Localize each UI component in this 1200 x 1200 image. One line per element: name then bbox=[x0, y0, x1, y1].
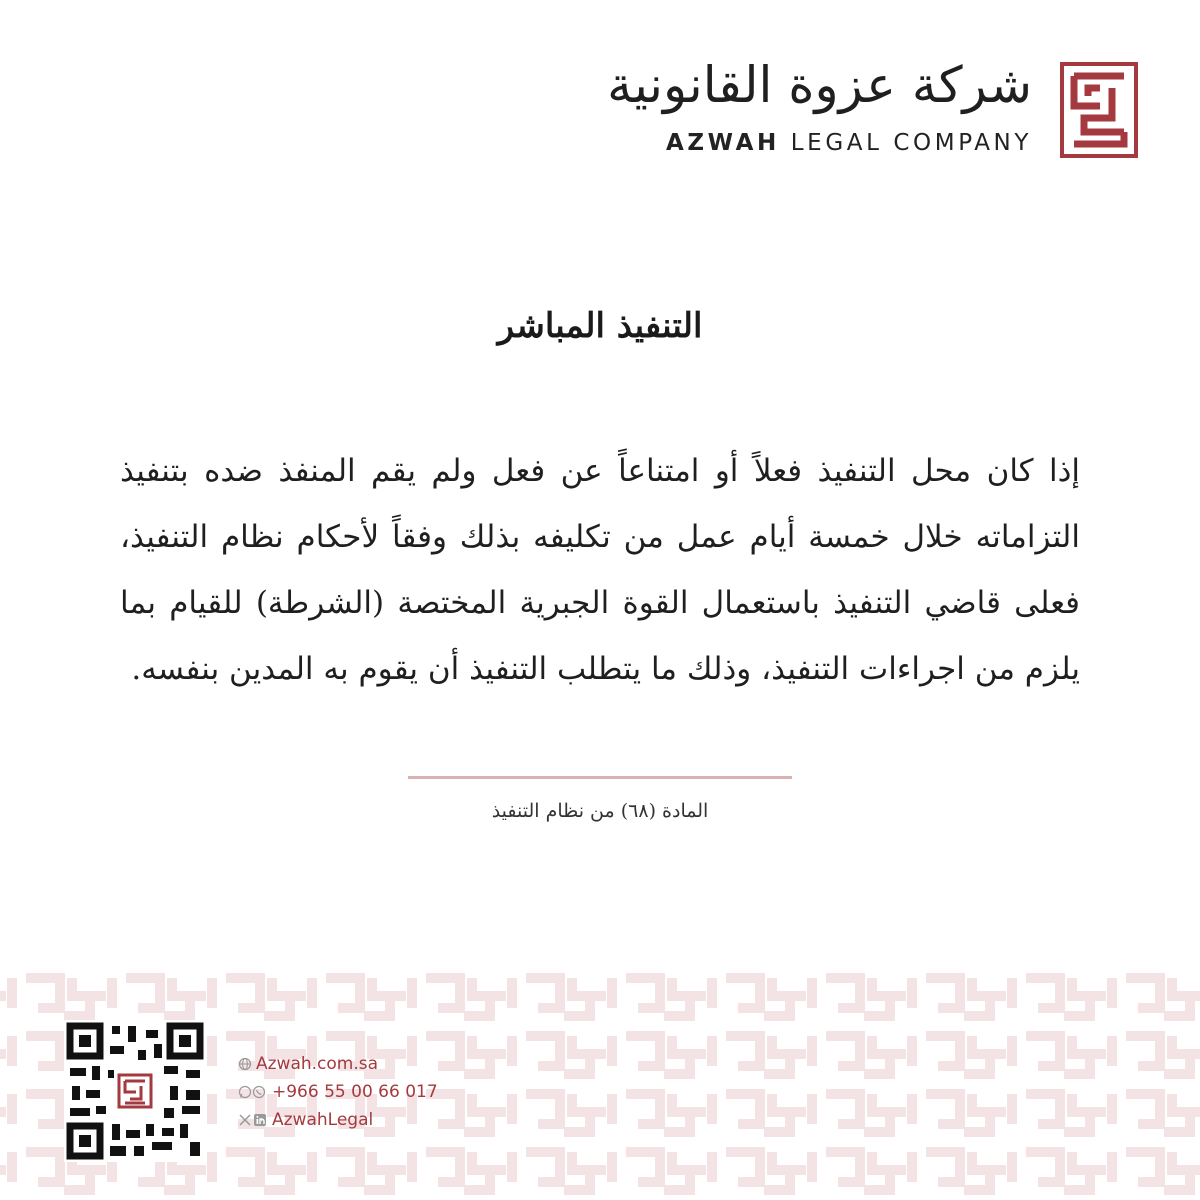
article-title: التنفيذ المباشر bbox=[497, 306, 703, 346]
company-name-rest: LEGAL COMPANY bbox=[779, 130, 1032, 156]
contact-social-text: AzwahLegal bbox=[272, 1110, 374, 1130]
article-citation: المادة (٦٨) من نظام التنفيذ bbox=[491, 800, 709, 822]
whatsapp-phone-icon bbox=[238, 1085, 268, 1099]
article-body: إذا كان محل التنفيذ فعلاً أو امتناعاً عن فعل ولم يقم المنفذ ضده بتنفيذ التزاماته خلال خمسة أيام عمل من تكليفه بذلك وفقاً لأحكام نظام التنفيذ، فعلى قاضي التنفيذ باستعمال القوة الجبرية المختصة (الشرطة) للقيام بما يلزم من اجراءات التنفيذ، وذلك ما يتطلب التنفيذ أن يقوم به المدين بنفسه. bbox=[120, 453, 1080, 687]
globe-icon bbox=[238, 1057, 252, 1071]
x-linkedin-icon bbox=[238, 1113, 268, 1127]
qr-code-icon[interactable] bbox=[64, 1020, 206, 1162]
contact-phone[interactable] bbox=[238, 1078, 438, 1106]
company-name-english bbox=[666, 130, 1032, 156]
header bbox=[578, 56, 1138, 162]
company-name-bold: AZWAH bbox=[665, 130, 780, 156]
contact-social[interactable] bbox=[238, 1106, 438, 1134]
contact-website-text: Azwah.com.sa bbox=[256, 1054, 379, 1074]
contact-phone-text: +966 55 00 66 017 bbox=[272, 1082, 438, 1102]
contact-list bbox=[238, 1050, 438, 1134]
company-name-arabic: شركة عزوة القانونية bbox=[607, 56, 1032, 114]
divider bbox=[408, 776, 792, 779]
azwah-logo-icon bbox=[1060, 62, 1138, 158]
contact-website[interactable] bbox=[238, 1050, 438, 1078]
